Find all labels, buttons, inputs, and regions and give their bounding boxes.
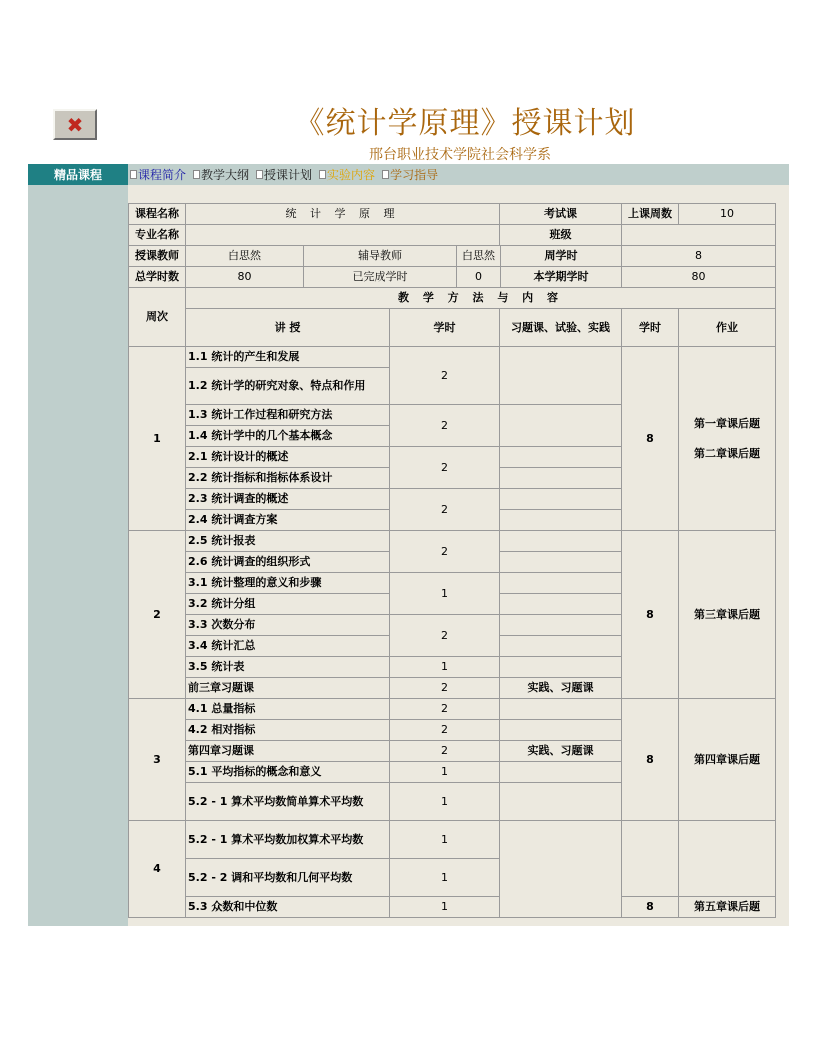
sidebar [28, 185, 128, 926]
lecture-hours: 1 [390, 897, 500, 918]
nav-links [128, 164, 443, 185]
topic: 1.3 统计工作过程和研究方法 [186, 405, 390, 426]
homework-cell: 第五章课后题 [679, 897, 776, 918]
lecture-hours: 1 [390, 657, 500, 678]
nav-link-intro[interactable] [130, 166, 186, 183]
lecture-hours: 2 [390, 720, 500, 741]
nav-link-plan[interactable] [256, 166, 312, 183]
topic: 5.3 众数和中位数 [186, 897, 390, 918]
lecture-hours: 2 [390, 347, 500, 405]
page-title: 《统计学原理》授课计划 [294, 106, 636, 141]
practice-cell [500, 657, 622, 678]
homework-cell [679, 347, 776, 531]
topic: 5.1 平均指标的概念和意义 [186, 762, 390, 783]
completed-value: 0 [457, 267, 501, 287]
practice-hours: 8 [622, 897, 679, 918]
topic: 3.2 统计分组 [186, 594, 390, 615]
practice-cell [500, 594, 622, 615]
homework-cell: 第三章课后题 [679, 531, 776, 699]
weekly-hours-label: 周学时 [544, 249, 578, 262]
lecture-hours: 2 [390, 531, 500, 573]
practice-cell [500, 531, 622, 552]
close-x-icon: ✖ [66, 112, 84, 137]
class-value [622, 225, 776, 246]
week-number: 4 [129, 821, 186, 918]
nav-link-label: 课程简介 [138, 168, 187, 182]
term-hours-value: 80 [622, 267, 776, 288]
bullet-icon [256, 170, 263, 179]
topic: 3.5 统计表 [186, 657, 390, 678]
nav-brand: 精品课程 [28, 164, 128, 185]
practice-cell [500, 636, 622, 657]
course-name-label: 课程名称 [129, 204, 186, 225]
nav-link-guide[interactable] [382, 166, 438, 183]
nav-link-label: 学习指导 [390, 168, 439, 182]
lecture-hours: 2 [390, 699, 500, 720]
class-label: 班级 [549, 228, 572, 241]
week-number: 2 [129, 531, 186, 699]
week-header: 周次 [129, 288, 186, 347]
topic: 5.2 - 1 算术平均数简单算术平均数 [186, 783, 390, 821]
weekly-hours-value: 8 [622, 246, 776, 267]
teaching-plan-table [128, 203, 776, 918]
nav-link-label: 教学大纲 [201, 168, 250, 182]
completed-label: 已完成学时 [304, 267, 457, 287]
topic: 前三章习题课 [186, 678, 390, 699]
methods-header: 教 学 方 法 与 内 容 [186, 288, 776, 309]
practice-hours: 8 [622, 531, 679, 699]
nav-link-syllabus[interactable] [193, 166, 249, 183]
practice-header: 习题课、试验、实践 [500, 309, 622, 347]
lecture-hours: 2 [390, 615, 500, 657]
assistant-label: 辅导教师 [304, 246, 457, 266]
lecture-header: 讲 授 [186, 309, 390, 347]
major-value [186, 225, 500, 245]
practice-cell [500, 552, 622, 573]
nav-bar [28, 164, 789, 185]
topic: 5.2 - 1 算术平均数加权算术平均数 [186, 821, 390, 859]
topic: 2.6 统计调查的组织形式 [186, 552, 390, 573]
practice-hours: 8 [622, 699, 679, 821]
practice-cell [500, 347, 622, 405]
course-name: 统 计 学 原 理 [186, 204, 500, 224]
bullet-icon [319, 170, 326, 179]
homework-cell: 第四章课后题 [679, 699, 776, 821]
bullet-icon [130, 170, 137, 179]
homework-empty [679, 821, 776, 897]
topic: 3.3 次数分布 [186, 615, 390, 636]
teacher-value: 白思然 [186, 246, 304, 266]
nav-link-label: 授课计划 [264, 168, 313, 182]
topic: 2.2 统计指标和指标体系设计 [186, 468, 390, 489]
lecture-hours: 1 [390, 762, 500, 783]
practice-cell [500, 468, 622, 489]
lecture-hours: 1 [390, 821, 500, 859]
hours2-header: 学时 [622, 309, 679, 347]
practice-cell [500, 762, 622, 783]
practice-hours-empty [622, 821, 679, 897]
lecture-hours: 1 [390, 573, 500, 615]
practice-cell [500, 821, 622, 918]
lecture-hours: 2 [390, 741, 500, 762]
practice-cell [500, 510, 622, 531]
lecture-hours: 2 [390, 489, 500, 531]
practice-cell [500, 699, 622, 720]
weeks-label: 上课周数 [622, 204, 679, 225]
practice-hours: 8 [622, 347, 679, 531]
topic: 1.2 统计学的研究对象、特点和作用 [186, 368, 390, 405]
topic: 4.2 相对指标 [186, 720, 390, 741]
lecture-hours: 1 [390, 859, 500, 897]
practice-cell [500, 447, 622, 468]
topic: 5.2 - 2 调和平均数和几何平均数 [186, 859, 390, 897]
lecture-hours: 2 [390, 405, 500, 447]
topic: 2.3 统计调查的概述 [186, 489, 390, 510]
practice-cell [500, 720, 622, 741]
topic: 4.1 总量指标 [186, 699, 390, 720]
practice-cell: 实践、习题课 [500, 741, 622, 762]
topic: 3.1 统计整理的意义和步骤 [186, 573, 390, 594]
lecture-hours: 1 [390, 783, 500, 821]
page-subtitle: 邢台职业技术学院社会科学系 [369, 147, 551, 163]
teacher-label: 授课教师 [129, 246, 186, 267]
nav-link-experiments[interactable] [319, 166, 375, 183]
topic: 1.1 统计的产生和发展 [186, 347, 390, 368]
practice-cell [500, 405, 622, 447]
week-number: 1 [129, 347, 186, 531]
assistant-value: 白思然 [457, 246, 501, 266]
topic: 第四章习题课 [186, 741, 390, 762]
topic: 2.5 统计报表 [186, 531, 390, 552]
practice-cell [500, 615, 622, 636]
homework-header: 作业 [679, 309, 776, 347]
major-label: 专业名称 [129, 225, 186, 246]
practice-cell [500, 783, 622, 821]
hours-header: 学时 [390, 309, 500, 347]
bullet-icon [193, 170, 200, 179]
practice-cell: 实践、习题课 [500, 678, 622, 699]
term-hours-label: 本学期学时 [533, 270, 589, 283]
topic: 3.4 统计汇总 [186, 636, 390, 657]
homework-item: 第一章课后题 [694, 416, 760, 430]
lecture-hours: 2 [390, 678, 500, 699]
exam-type: 考试课 [544, 207, 577, 220]
course-logo[interactable] [53, 109, 97, 140]
topic: 1.4 统计学中的几个基本概念 [186, 426, 390, 447]
total-hours-label: 总学时数 [129, 267, 186, 288]
practice-cell [500, 489, 622, 510]
topic: 2.1 统计设计的概述 [186, 447, 390, 468]
nav-link-label: 实验内容 [327, 168, 376, 182]
total-hours-value: 80 [186, 267, 304, 287]
week-number: 3 [129, 699, 186, 821]
lecture-hours: 2 [390, 447, 500, 489]
practice-cell [500, 573, 622, 594]
homework-item: 第二章课后题 [694, 446, 760, 460]
weeks-value: 10 [679, 204, 776, 225]
bullet-icon [382, 170, 389, 179]
topic: 2.4 统计调查方案 [186, 510, 390, 531]
